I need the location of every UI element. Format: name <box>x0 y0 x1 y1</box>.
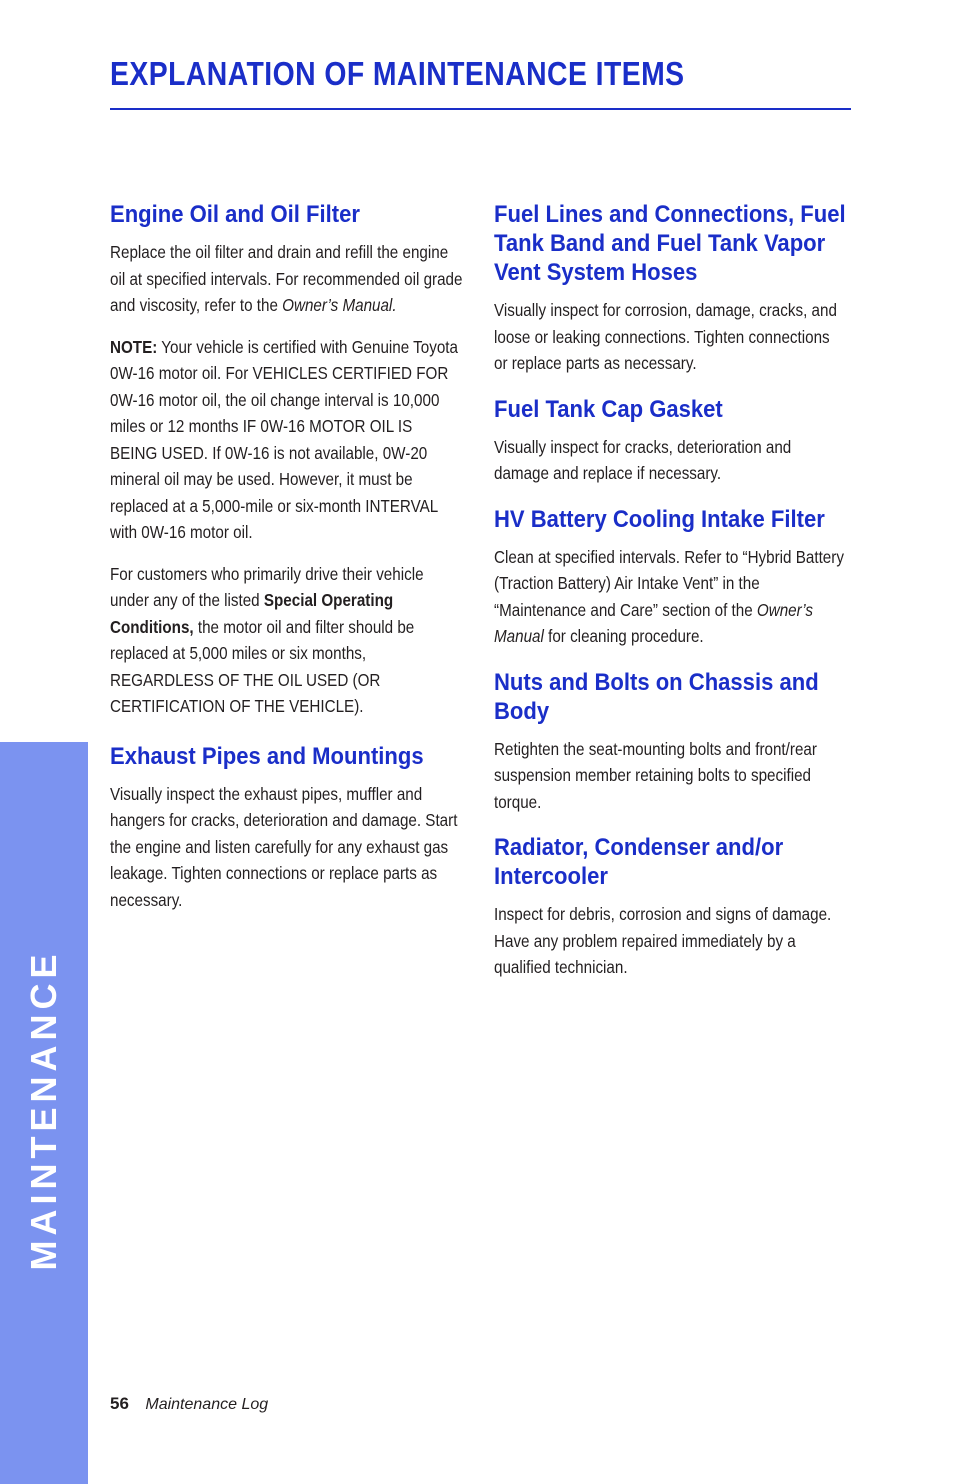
note-paragraph <box>110 334 463 546</box>
section-paragraph: Visually inspect the exhaust pipes, muffler and hangers for cracks, deterioration and damage. Start the engine and listen carefully for any exhaust gas leakage. Tighten connections or replace parts as necessary. <box>110 783 458 910</box>
section-paragraph: Visually inspect for corrosion, damage, cracks, and loose or leaking connections. Tighten connections or replace parts as necessary. <box>494 300 837 373</box>
section-fuel-cap <box>494 395 846 487</box>
left-column <box>110 200 462 935</box>
right-column <box>494 200 846 999</box>
section-heading: Fuel Tank Cap Gasket <box>494 395 723 423</box>
section-engine-oil <box>110 200 462 720</box>
side-tab-label: MAINTENANCE <box>23 949 64 1271</box>
section-paragraph: Retighten the seat-mounting bolts and front/rear suspension member retaining bolts to specified torque. <box>494 738 817 812</box>
note-label: NOTE: <box>110 336 158 357</box>
section-paragraph: Inspect for debris, corrosion and signs of damage. Have any problem repaired immediately by a qualified technician. <box>494 904 832 977</box>
paragraph-text: the motor oil and filter should be replaced at 5,000 miles or six months, REGARDLESS OF THE OIL USED (OR CERTIFICATION OF THE VEHICLE). <box>110 616 415 716</box>
section-heading: HV Battery Cooling Intake Filter <box>494 505 825 533</box>
section-paragraph <box>494 544 847 650</box>
section-paragraph <box>110 561 463 720</box>
section-heading: Nuts and Bolts on Chassis and Body <box>494 668 819 725</box>
section-fuel-lines <box>494 200 846 377</box>
paragraph-text: for cleaning procedure. <box>543 626 704 646</box>
section-heading: Exhaust Pipes and Mountings <box>110 742 424 770</box>
section-heading: Radiator, Condenser and/or Intercooler <box>494 834 784 890</box>
footer-label: Maintenance Log <box>145 1396 269 1413</box>
paragraph-text: Replace the oil filter and drain and refill the engine oil at specified intervals. For recommended oil grade and viscosity, refer to the <box>110 242 463 315</box>
section-exhaust <box>110 742 462 914</box>
paragraph-text: Clean at specified intervals. Refer to “Hybrid Battery (Traction Battery) Air Intake Vent” in the “Maintenance and Care” section of the <box>494 546 844 620</box>
page-number: 56 <box>110 1394 129 1413</box>
note-text: Your vehicle is certified with Genuine Toyota 0W-16 motor oil. For VEHICLES CERTIFIED FOR 0W-16 motor oil, the oil change interval is 10,000 miles or 12 months IF 0W-16 MOTOR OIL IS BEING USED. If 0W-16 is not available, 0W-20 mineral oil may be used. However, it must be replaced at a 5,000-mile or six-month INTERVAL with 0W-16 motor oil. <box>110 336 458 542</box>
section-heading: Engine Oil and Oil Filter <box>110 201 360 228</box>
section-radiator <box>494 833 846 981</box>
page-footer <box>110 1394 268 1418</box>
section-heading: Fuel Lines and Connections, Fuel Tank Band and Fuel Tank Vapor Vent System Hoses <box>494 201 846 286</box>
page-title: EXPLANATION OF MAINTENANCE ITEMS <box>110 55 685 92</box>
paragraph-text: For customers who primarily drive their vehicle under any of the listed <box>110 563 424 610</box>
section-nuts-bolts <box>494 668 846 816</box>
section-paragraph: Visually inspect for cracks, deterioration and damage and replace if necessary. <box>494 436 792 483</box>
section-paragraph <box>110 239 463 319</box>
page-header <box>110 54 851 110</box>
manual-reference: Owner’s Manual <box>494 599 813 646</box>
section-hv-battery <box>494 505 846 650</box>
special-conditions-label: Special Operating Conditions, <box>110 590 394 637</box>
manual-reference: Owner’s Manual. <box>282 295 397 315</box>
